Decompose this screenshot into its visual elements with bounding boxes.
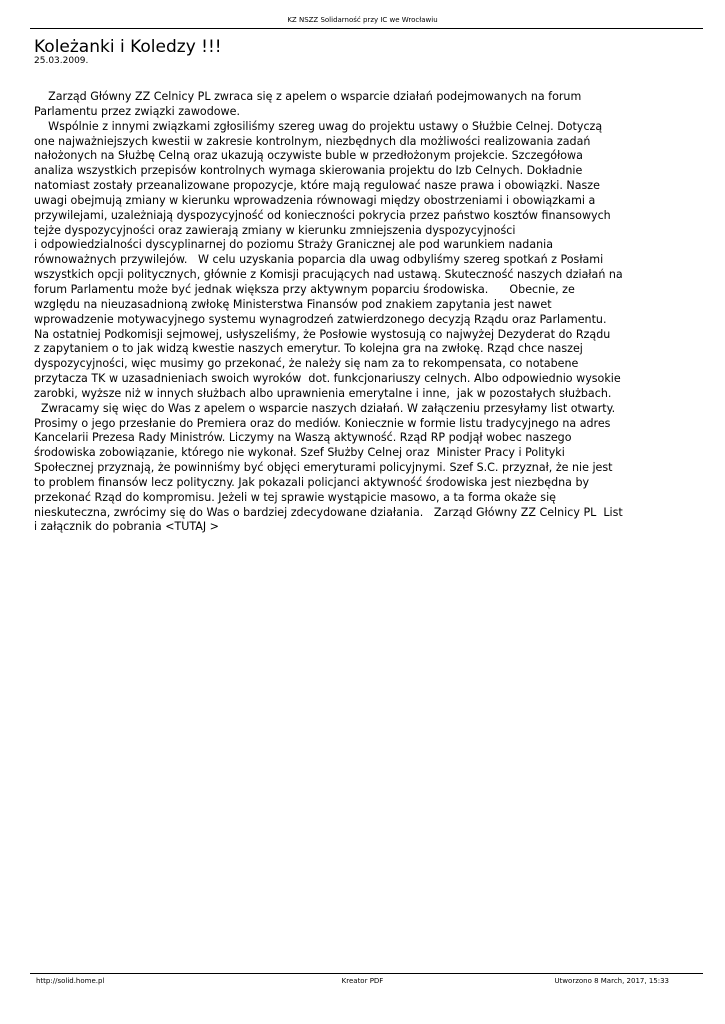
body-line: analiza wszystkich przepisów kontrolnych wymaga skierowania projektu do Izb Celnych. Dokładnie [34, 164, 583, 178]
body-line: forum Parlamentu może być jednak większa przy aktywnym poparciu środowiska. Obecnie, ze [34, 282, 575, 296]
body-line: przytacza TK w uzasadnieniach swoich wyroków dot. funkcjonariuszy celnych. Albo odpowiednio wysokie [34, 372, 621, 386]
header-divider [30, 28, 703, 29]
body-line: nieskuteczna, zwrócimy się do Was o bardziej zdecydowane działania. Zarząd Główny ZZ Celnicy PL List [34, 505, 623, 519]
body-line: wprowadzenie motywacyjnego systemu wynagrodzeń zatwierdzonego decyzją Rządu oraz Parlamentu. [34, 312, 607, 326]
body-line: Wspólnie z innymi związkami zgłosiliśmy szereg uwag do projektu ustawy o Służbie Celnej. Dotyczą [34, 119, 603, 133]
body-line: to problem finansów lecz polityczny. Jak pokazali policjanci aktywność środowiska jest niezbędna by [34, 475, 590, 489]
article-date: 25.03.2009. [34, 56, 89, 66]
article-body [34, 90, 694, 535]
body-line: i odpowiedzialności dyscyplinarnej do poziomu Straży Granicznej ale pod warunkiem nadania [34, 238, 554, 252]
body-line: nałożonych na Służbę Celną oraz ukazują oczywiste buble w przedłożonym projekcie. Szczegółowa [34, 149, 583, 163]
footer-divider [30, 973, 703, 974]
body-line: wszystkich opcji politycznych, głównie z Komisji pracujących nad ustawą. Skuteczność naszych działań na [34, 268, 623, 282]
body-line: środowiska zobowiązanie, którego nie wykonał. Szef Służby Celnej oraz Minister Pracy i Polityki [34, 446, 565, 460]
article-title: Koleżanki i Koledzy !!! [34, 37, 222, 57]
body-line: równoważnych przywilejów. W celu uzyskania poparcia dla uwag odbyliśmy szereg spotkań z Posłami [34, 253, 604, 267]
header-text: KZ NSZZ Solidarność przy IC we Wrocławiu [287, 16, 438, 24]
body-line: natomiast zostały przeanalizowane propozycje, które mają regulować nasze prawa i obowiązki. Nasze [34, 179, 600, 193]
body-line: względu na nieuzasadnioną zwłokę Ministerstwa Finansów pod znakiem zapytania jest nawet [34, 297, 552, 311]
body-line: uwagi obejmują zmiany w kierunku wprowadzenia równowagi między obostrzeniami i obowiązkami a [34, 193, 596, 207]
page-header [0, 14, 725, 28]
body-line: Społecznej przyznają, że powinniśmy być objęci emeryturami policyjnymi. Szef S.C. przyznał, że nie jest [34, 461, 613, 475]
body-line: tejże dyspozycyjności oraz zawierają zmiany w kierunku zmniejszenia dyspozycyjności [34, 223, 516, 237]
body-line: Kancelarii Prezesa Rady Ministrów. Liczymy na Waszą aktywność. Rząd RP podjął wobec naszego [34, 431, 572, 445]
body-line: Na ostatniej Podkomisji sejmowej, usłyszeliśmy, że Posłowie wystosują co najwyżej Dezyderat do Rządu [34, 327, 611, 341]
body-line: Prosimy o jego przesłanie do Premiera oraz do mediów. Koniecznie w formie listu tradycyjnego na adres [34, 416, 611, 430]
footer-url-link[interactable]: http://solid.home.pl [36, 977, 105, 985]
page-footer [0, 976, 725, 988]
body-line: Zwracamy się więc do Was z apelem o wsparcie naszych działań. W załączeniu przesyłamy list otwarty. [34, 401, 616, 415]
body-line: i załącznik do pobrania <TUTAJ > [34, 520, 219, 534]
footer-generator: Kreator PDF [341, 977, 384, 985]
body-line: one najważniejszych kwestii w zakresie kontrolnym, niezbędnych dla możliwości realizowania zadań [34, 134, 591, 148]
body-line: Zarząd Główny ZZ Celnicy PL zwraca się z apelem o wsparcie działań podejmowanych na forum [34, 90, 582, 103]
body-line: Parlamentu przez związki zawodowe. [34, 104, 240, 118]
body-line: zarobki, wyższe niż w innych służbach albo uprawnienia emerytalne i inne, jak w pozostałych służbach. [34, 386, 612, 400]
footer-created-date: Utworzono 8 March, 2017, 15:33 [554, 977, 669, 985]
body-line: z zapytaniem o to jak widzą kwestie naszych emerytur. To kolejna gra na zwłokę. Rząd chce naszej [34, 342, 583, 356]
body-line: dyspozycyjności, więc musimy go przekonać, że należy się nam za to rekompensata, co notabene [34, 357, 579, 371]
body-line: przywilejami, uzależniają dyspozycyjność od konieczności pokrycia przez państwo kosztów finansowych [34, 208, 611, 222]
body-line: przekonać Rząd do kompromisu. Jeżeli w tej sprawie wystąpicie masowo, a ta forma okaże się [34, 490, 556, 504]
